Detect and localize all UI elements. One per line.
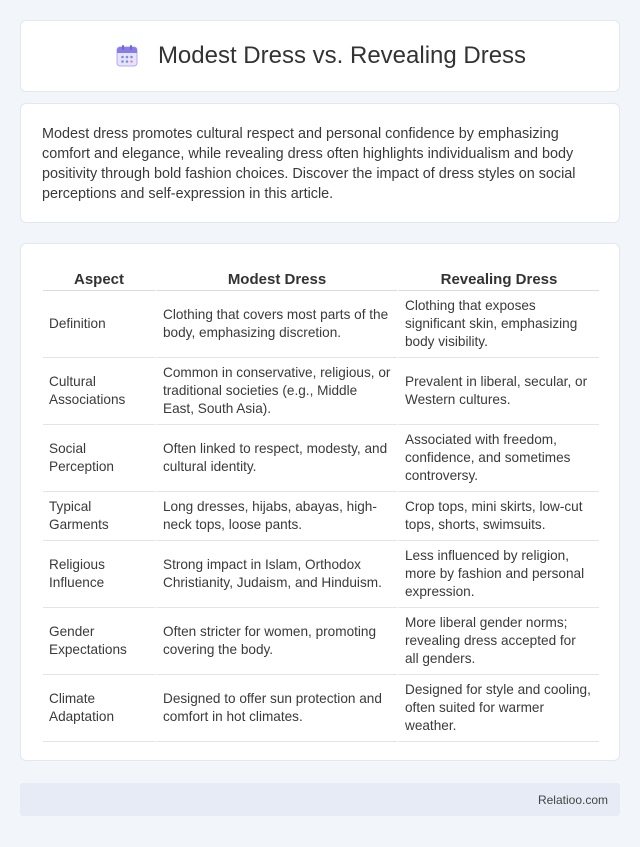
revealing-cell: Less influenced by religion, more by fashion and personal expression. xyxy=(397,541,599,608)
footer-brand: Relatioo.com xyxy=(537,792,608,807)
table-header-row xyxy=(43,263,599,291)
calendar-icon xyxy=(114,43,140,69)
aspect-cell: Cultural Associations xyxy=(43,358,155,425)
revealing-cell: Prevalent in liberal, secular, or Western cultures. xyxy=(397,358,599,425)
comparison-card xyxy=(20,243,620,761)
revealing-cell: More liberal gender norms; revealing dress accepted for all genders. xyxy=(397,608,599,675)
table-row xyxy=(43,675,599,742)
aspect-cell: Climate Adaptation xyxy=(43,675,155,742)
aspect-cell: Religious Influence xyxy=(43,541,155,608)
header-revealing-dress: Revealing Dress xyxy=(397,263,599,291)
header-aspect: Aspect xyxy=(43,263,155,291)
comparison-table xyxy=(43,263,599,742)
aspect-cell: Gender Expectations xyxy=(43,608,155,675)
aspect-cell: Definition xyxy=(43,291,155,358)
revealing-cell: Crop tops, mini skirts, low-cut tops, shorts, swimsuits. xyxy=(397,492,599,541)
intro-text: Modest dress promotes cultural respect and personal confidence by emphasizing comfort and elegance, while revealing dress often highlights individualism and body positivity through bold fashion choices. Discover the impact of dress styles on social perceptions and self-expression in this article. xyxy=(42,126,576,202)
table-row xyxy=(43,358,599,425)
footer xyxy=(20,783,620,816)
table-row xyxy=(43,541,599,608)
table-row xyxy=(43,492,599,541)
page-title: Modest Dress vs. Revealing Dress xyxy=(157,42,527,69)
revealing-cell: Associated with freedom, confidence, and sometimes controversy. xyxy=(397,425,599,492)
revealing-cell: Designed for style and cooling, often suited for warmer weather. xyxy=(397,675,599,742)
table-row xyxy=(43,425,599,492)
modest-cell: Often stricter for women, promoting covering the body. xyxy=(155,608,397,675)
modest-cell: Common in conservative, religious, or traditional societies (e.g., Middle East, South Asia). xyxy=(155,358,397,425)
modest-cell: Strong impact in Islam, Orthodox Christianity, Judaism, and Hinduism. xyxy=(155,541,397,608)
revealing-cell: Clothing that exposes significant skin, emphasizing body visibility. xyxy=(397,291,599,358)
header-modest-dress: Modest Dress xyxy=(155,263,397,291)
table-row xyxy=(43,291,599,358)
aspect-cell: Social Perception xyxy=(43,425,155,492)
modest-cell: Often linked to respect, modesty, and cultural identity. xyxy=(155,425,397,492)
modest-cell: Clothing that covers most parts of the body, emphasizing discretion. xyxy=(155,291,397,358)
table-row xyxy=(43,608,599,675)
title-card xyxy=(20,20,620,92)
aspect-cell: Typical Garments xyxy=(43,492,155,541)
modest-cell: Designed to offer sun protection and comfort in hot climates. xyxy=(155,675,397,742)
modest-cell: Long dresses, hijabs, abayas, high-neck tops, loose pants. xyxy=(155,492,397,541)
intro-card xyxy=(20,103,620,223)
